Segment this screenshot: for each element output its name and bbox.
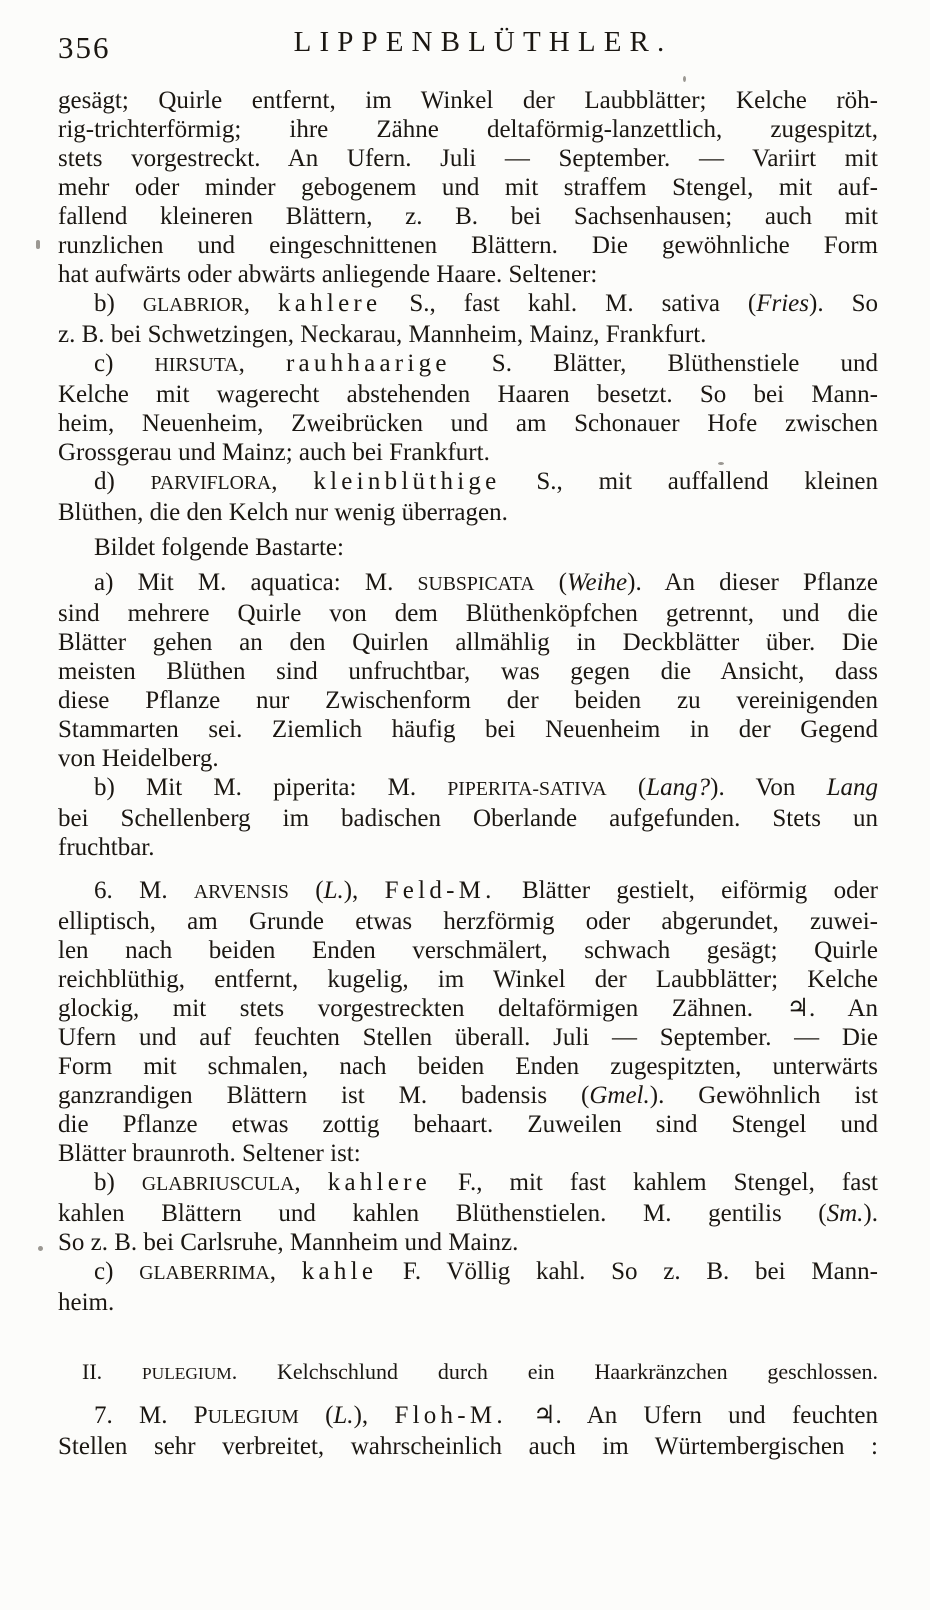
text-segment: Sm. — [826, 1200, 864, 1227]
text-segment: Blätter gehen an den Quirlen allmählig in Deckblätter über. Die — [58, 629, 878, 656]
text-segment: heim, Neuenheim, Zweibrücken und am Schonauer Hofe zwischen — [58, 410, 878, 437]
running-title: LIPPENBLÜTHLER. — [293, 26, 673, 58]
text-line — [58, 936, 878, 965]
text-line — [58, 115, 878, 144]
text-segment: Lang? — [646, 774, 711, 801]
text-segment: z. B. bei Schwetzingen, Neckarau, Mannheim, Mainz, Frankfurt. — [58, 321, 707, 348]
text-line — [58, 1110, 878, 1139]
text-line — [58, 260, 878, 289]
text-segment: GLABERRIMA — [139, 1262, 270, 1284]
text-segment: a) Mit M. aquatica: M. — [94, 569, 418, 596]
text-segment: bei Schellenberg im badischen Oberlande aufgefunden. Stets un — [58, 805, 878, 832]
text-segment: die Pflanze etwas zottig behaart. Zuweilen sind Stengel und — [58, 1111, 878, 1138]
text-line — [58, 907, 878, 936]
text-segment: 6. M. — [94, 877, 194, 904]
text-segment: ARVENSIS — [193, 881, 289, 903]
text-segment: , — [294, 1169, 328, 1196]
text-line — [58, 1023, 878, 1052]
text-segment: ), — [343, 877, 385, 904]
text-segment: kahlere — [327, 1169, 432, 1196]
text-segment: reichblüthig, entfernt, kugelig, im Winkel der Laubblätter; Kelche — [58, 966, 878, 993]
variety-glabrior — [58, 289, 878, 349]
text-segment: b) Mit M. piperita: M. — [94, 774, 448, 801]
text-segment: ( — [288, 877, 324, 904]
text-line — [58, 744, 878, 773]
text-line — [58, 773, 878, 804]
text-segment: Weihe — [566, 569, 628, 596]
text-segment: ). So — [809, 290, 878, 317]
text-line — [58, 231, 878, 260]
text-segment: Bildet folgende Bastarte: — [94, 534, 344, 561]
scan-artifact — [683, 76, 686, 82]
text-segment: b) — [94, 1169, 142, 1196]
paragraph-continuation — [58, 86, 878, 289]
text-segment: Kelche mit wagerecht abstehenden Haaren besetzt. So bei Mann- — [58, 381, 878, 408]
text-block — [58, 86, 878, 1461]
text-segment: heim. — [58, 1289, 115, 1316]
text-line — [58, 498, 878, 527]
bastard-intro — [58, 533, 878, 562]
text-segment: kahlen Blättern und kahlen Blüthenstielen. M. gentilis ( — [58, 1200, 827, 1227]
text-line — [58, 173, 878, 202]
text-segment: ), — [353, 1402, 395, 1429]
scan-artifact — [36, 240, 40, 249]
text-line — [58, 533, 878, 562]
text-line — [58, 568, 878, 599]
text-segment: PULEGIUM — [142, 1364, 232, 1383]
text-line — [58, 628, 878, 657]
text-segment: Stellen sehr verbreitet, wahrscheinlich auch im Würtembergischen : — [58, 1433, 878, 1460]
text-segment: Floh-M. — [394, 1402, 507, 1429]
hybrid-piperita-sativa — [58, 773, 878, 862]
text-line — [58, 1199, 878, 1228]
text-segment: GLABRIOR — [142, 294, 244, 316]
text-segment: Blätter braunroth. Seltener ist: — [58, 1140, 361, 1167]
text-line — [58, 1228, 878, 1257]
text-segment: F., mit fast kahlem Stengel, fast — [431, 1169, 879, 1196]
text-segment: Blätter gestielt, eiförmig oder — [495, 877, 878, 904]
text-line — [58, 994, 878, 1023]
text-line — [58, 965, 878, 994]
text-segment: fruchtbar. — [58, 834, 155, 861]
text-line — [58, 202, 878, 231]
text-line — [58, 1081, 878, 1110]
text-segment: L. — [333, 1402, 354, 1429]
text-segment: stets vorgestreckt. An Ufern. Juli — September. — Variirt mit — [58, 145, 878, 172]
text-segment: , — [238, 350, 286, 377]
text-segment: S. Blätter, Blüthenstiele und — [450, 350, 879, 377]
text-segment: sind mehrere Quirle von dem Blüthenköpfchen getrennt, und die — [58, 600, 878, 627]
text-segment: runzlichen und eingeschnittenen Blättern. Die gewöhnliche Form — [58, 232, 878, 259]
text-segment: S., mit auffallend kleinen — [500, 468, 879, 495]
text-segment: hat aufwärts oder abwärts anliegende Haare. Seltener: — [58, 261, 598, 288]
text-line — [58, 1257, 878, 1288]
section-pulegium-heading — [58, 1359, 878, 1387]
text-segment: meisten Blüthen sind unfruchtbar, was gegen die Ansicht, dass — [58, 658, 878, 685]
text-segment: Stammarten sei. Ziemlich häufig bei Neuenheim in der Gegend — [58, 716, 878, 743]
text-line — [58, 1052, 878, 1081]
text-segment: rig-trichterförmig; ihre Zähne deltaförmig-lanzettlich, zugespitzt, — [58, 116, 878, 143]
text-line — [58, 144, 878, 173]
text-segment: ( — [606, 774, 647, 801]
text-segment: L. — [323, 877, 344, 904]
text-segment: Ufern und auf feuchten Stellen überall. Juli — September. — Die — [58, 1024, 878, 1051]
text-segment: kahle — [301, 1258, 378, 1285]
text-segment: mehr oder minder gebogenem und mit straffem Stengel, mit auf- — [58, 174, 878, 201]
text-line — [58, 409, 878, 438]
text-line — [58, 467, 878, 498]
text-line — [58, 686, 878, 715]
variety-glaberrima — [58, 1257, 878, 1317]
text-line — [58, 1288, 878, 1317]
text-segment: , — [243, 290, 279, 317]
text-segment: Gmel. — [589, 1082, 650, 1109]
text-segment: ganzrandigen Blättern ist M. badensis ( — [58, 1082, 590, 1109]
text-segment: rauhhaarige — [285, 350, 451, 377]
text-segment: GLABRIUSCULA — [141, 1173, 295, 1195]
variety-glabriuscula — [58, 1168, 878, 1257]
text-segment: ( — [298, 1402, 334, 1429]
text-segment: F. Völlig kahl. So z. B. bei Mann- — [377, 1258, 878, 1285]
text-segment: , — [269, 1258, 302, 1285]
text-segment: HIRSUTA — [154, 354, 239, 376]
scan-artifact — [718, 462, 724, 465]
text-segment: Fries — [756, 290, 810, 317]
species-arvensis — [58, 876, 878, 1168]
text-line — [58, 438, 878, 467]
page-header — [58, 26, 878, 70]
text-line — [58, 320, 878, 349]
hybrid-subspicata — [58, 568, 878, 773]
text-segment: Grossgerau und Mainz; auch bei Frankfurt. — [58, 439, 490, 466]
text-segment: ). — [863, 1200, 878, 1227]
text-segment: ♃. An Ufern und feuchten — [506, 1402, 878, 1429]
text-segment: ULEGIUM — [207, 1406, 299, 1428]
text-line — [58, 599, 878, 628]
text-segment: Blüthen, die den Kelch nur wenig überragen. — [58, 499, 508, 526]
text-segment: b) — [94, 290, 143, 317]
text-line — [58, 1401, 878, 1432]
text-segment: PIPERITA-SATIVA — [447, 778, 607, 800]
text-segment: von Heidelberg. — [58, 745, 219, 772]
text-line — [58, 86, 878, 115]
text-segment: So z. B. bei Carlsruhe, Mannheim und Mainz. — [58, 1229, 519, 1256]
text-segment: fallend kleineren Blättern, z. B. bei Sachsenhausen; auch mit — [58, 203, 878, 230]
variety-hirsuta — [58, 349, 878, 467]
variety-parviflora — [58, 467, 878, 527]
text-segment: . Kelchschlund durch ein Haarkränzchen geschlossen. — [231, 1359, 879, 1384]
text-line — [58, 380, 878, 409]
text-segment: kleinblüthige — [313, 468, 501, 495]
text-segment: , — [271, 468, 314, 495]
text-line — [58, 833, 878, 862]
text-segment: c) — [94, 1258, 140, 1285]
text-segment: ( — [534, 569, 567, 596]
species-pulegium — [58, 1401, 878, 1461]
text-segment: diese Pflanze nur Zwischenform der beiden zu vereinigenden — [58, 687, 878, 714]
text-segment: ). An dieser Pflanze — [627, 569, 878, 596]
text-segment: ). Gewöhnlich ist — [649, 1082, 878, 1109]
text-line — [58, 1432, 878, 1461]
text-segment: gesägt; Quirle entfernt, im Winkel der Laubblätter; Kelche röh- — [58, 87, 878, 114]
scan-artifact — [38, 1246, 43, 1251]
text-segment: II. — [82, 1359, 142, 1384]
text-segment: ). Von — [710, 774, 827, 801]
text-segment: PARVIFLORA — [150, 472, 272, 494]
text-line — [58, 715, 878, 744]
text-segment: 7. M. P — [94, 1402, 208, 1429]
text-segment: Feld-M. — [384, 877, 496, 904]
text-segment: S., fast kahl. M. sativa ( — [381, 290, 757, 317]
text-line — [58, 1168, 878, 1199]
text-line — [58, 349, 878, 380]
text-segment: c) — [94, 350, 155, 377]
text-segment: elliptisch, am Grunde etwas herzförmig oder abgerundet, zuwei- — [58, 908, 878, 935]
page-number: 356 — [58, 30, 111, 65]
text-line — [58, 1139, 878, 1168]
text-segment: d) — [94, 468, 151, 495]
text-segment: glockig, mit stets vorgestreckten deltaförmigen Zähnen. ♃. An — [58, 995, 878, 1022]
text-line — [58, 289, 878, 320]
text-line — [58, 876, 878, 907]
text-line — [58, 1359, 878, 1387]
text-segment: len nach beiden Enden verschmälert, schwach gesägt; Quirle — [58, 937, 878, 964]
text-segment: kahlere — [278, 290, 382, 317]
text-line — [58, 804, 878, 833]
text-segment: SUBSPICATA — [417, 573, 535, 595]
text-line — [58, 657, 878, 686]
text-segment: Lang — [826, 774, 878, 801]
text-segment: Form mit schmalen, nach beiden Enden zugespitzten, unterwärts — [58, 1053, 878, 1080]
